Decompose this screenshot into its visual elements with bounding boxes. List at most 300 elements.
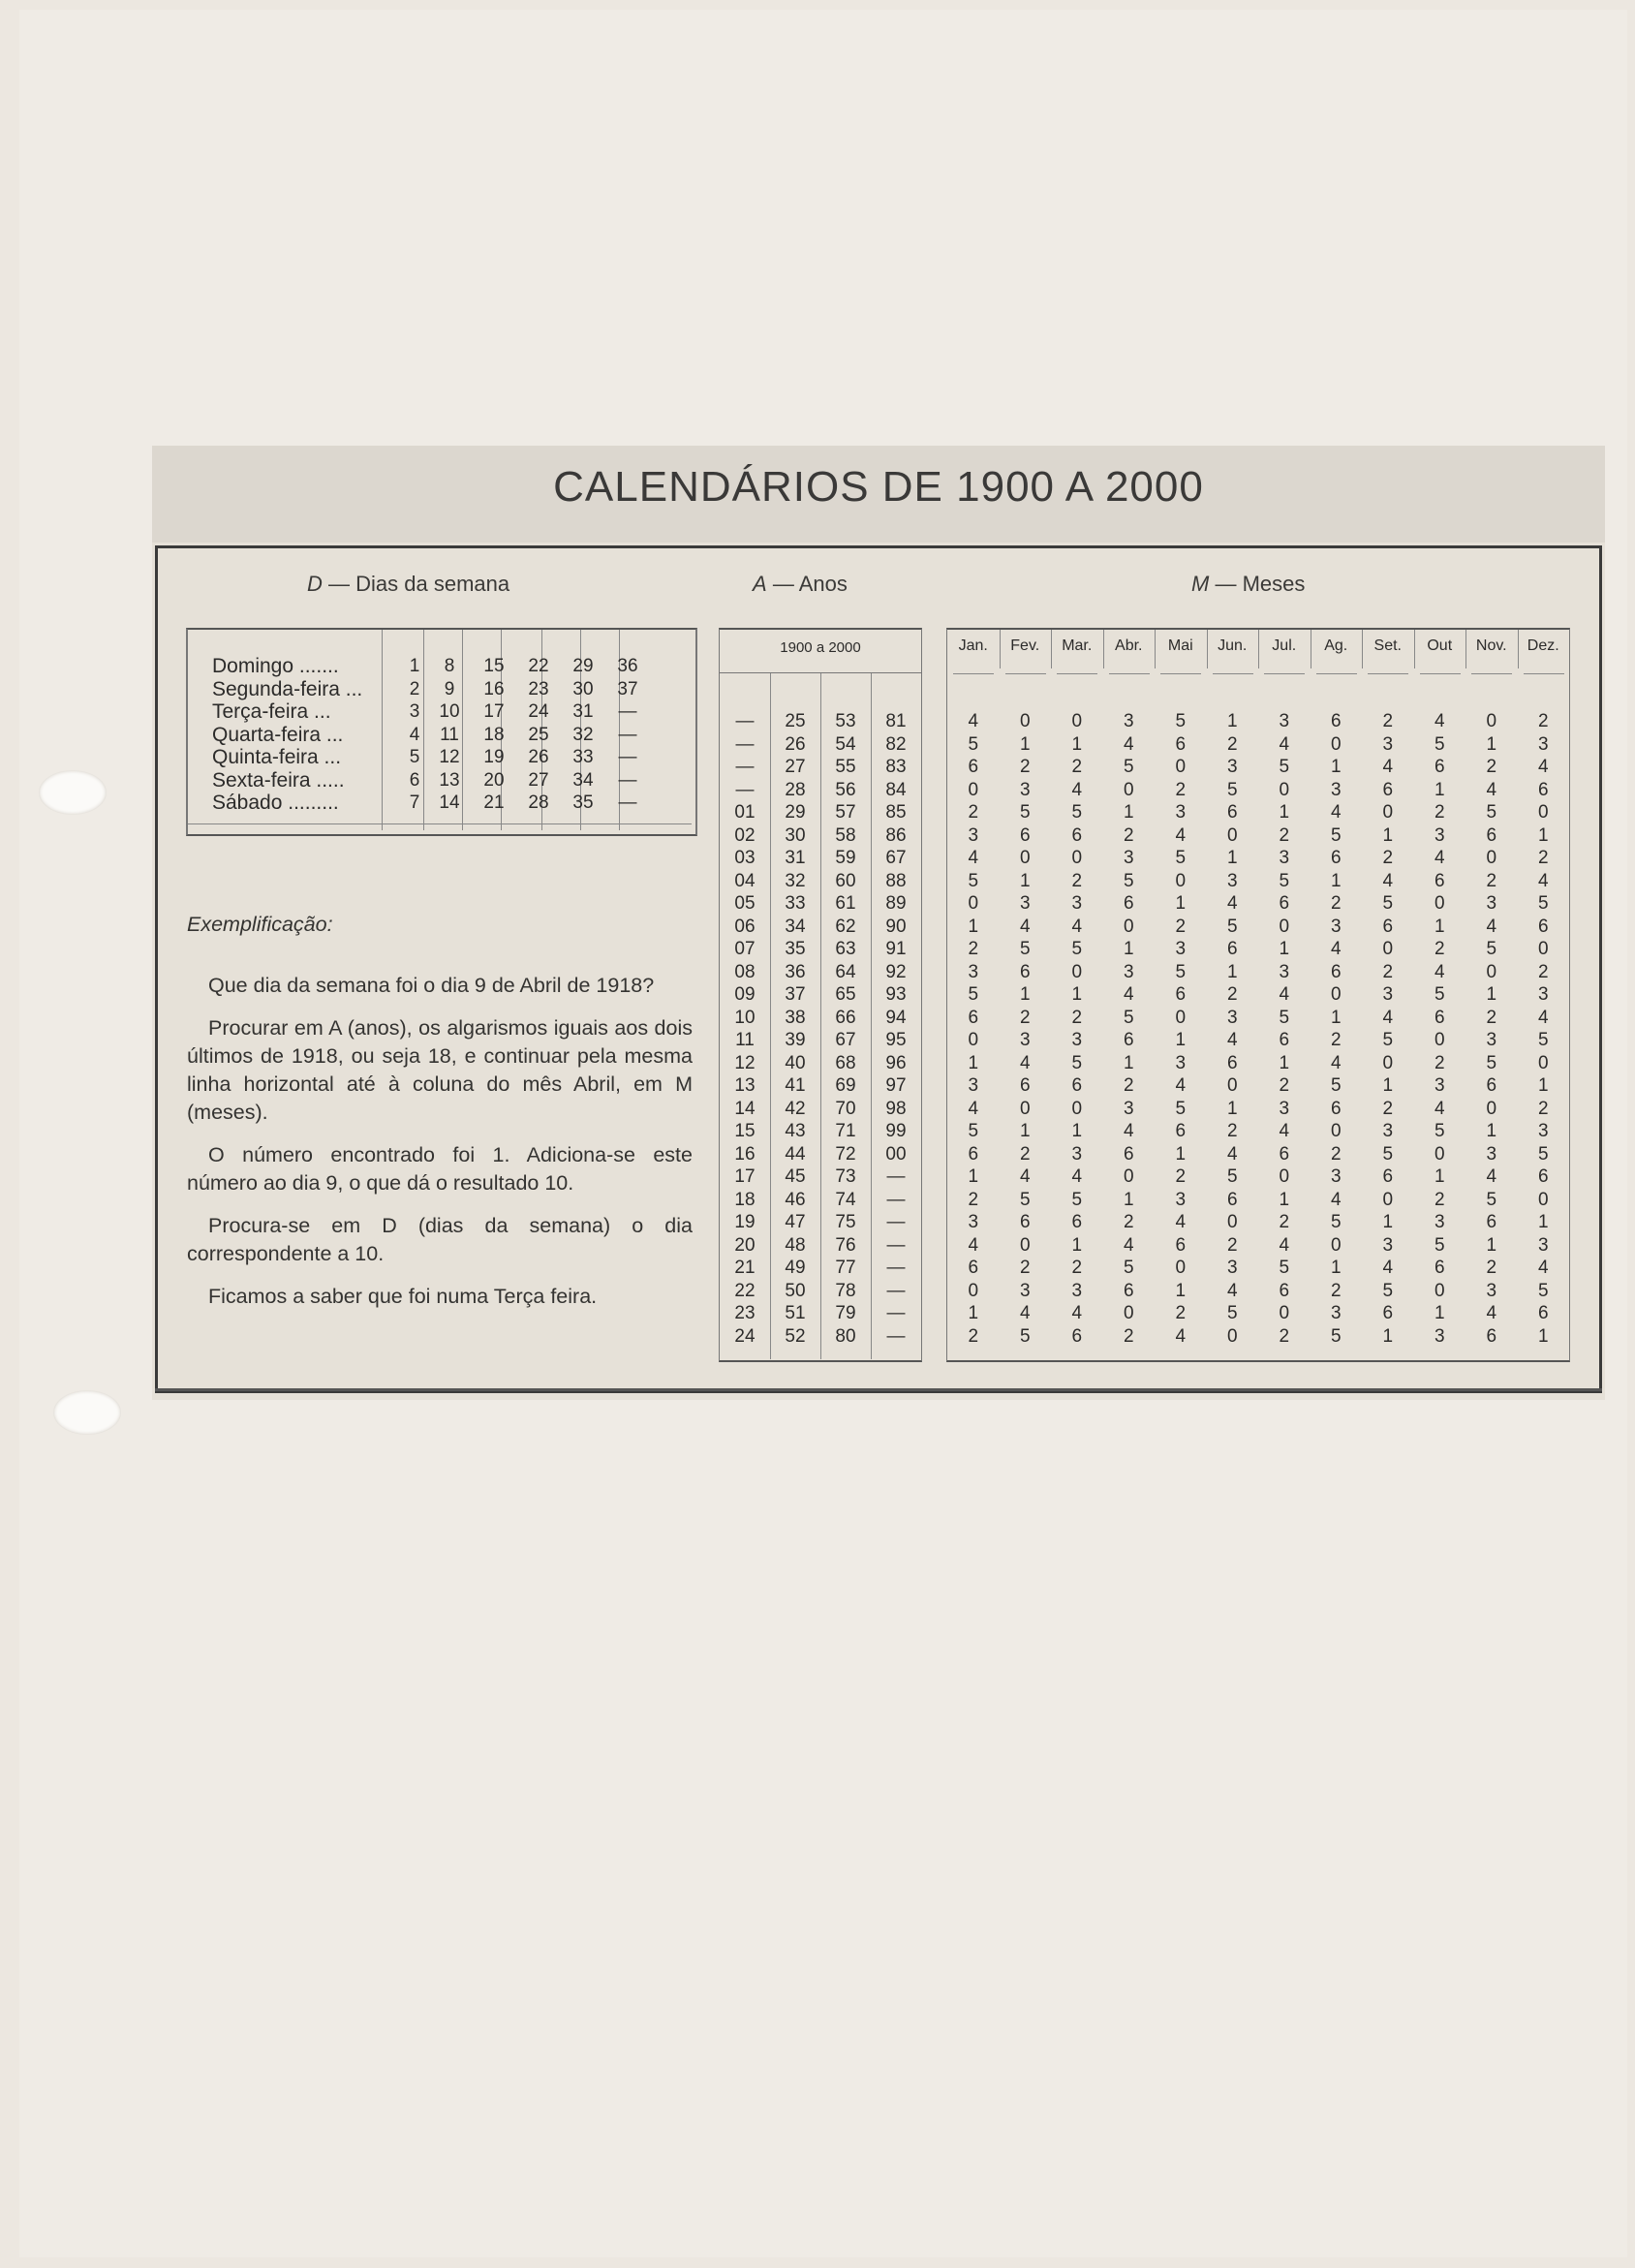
- month-offset: 2: [1175, 779, 1187, 800]
- year-value: —: [735, 711, 755, 731]
- month-offset-column: [1155, 710, 1207, 1348]
- month-offset: 6: [1175, 1121, 1187, 1141]
- year-value: —: [886, 1189, 906, 1210]
- year-value: 65: [835, 984, 856, 1005]
- year-value: 98: [885, 1098, 907, 1119]
- year-value: 06: [734, 916, 756, 937]
- year-value: 82: [885, 733, 907, 755]
- month-offset: 0: [968, 1280, 979, 1301]
- day-number: 27: [528, 769, 549, 791]
- month-offset: 2: [968, 1189, 979, 1210]
- month-offset: 0: [1486, 1098, 1497, 1119]
- table-column-rule: [1103, 630, 1104, 668]
- month-offset: 5: [1330, 824, 1342, 846]
- year-value: 73: [835, 1166, 856, 1187]
- month-offset: 0: [1486, 848, 1497, 868]
- month-offset: 4: [1071, 916, 1083, 937]
- month-offset: 4: [1537, 870, 1549, 891]
- month-header-rule: [953, 673, 994, 674]
- year-value: —: [735, 779, 755, 800]
- month-offset: 6: [1434, 1258, 1445, 1278]
- month-offset: 6: [1537, 1166, 1549, 1187]
- month-offset: 2: [1279, 1212, 1290, 1232]
- day-number: 18: [483, 724, 505, 745]
- day-number: 13: [439, 769, 460, 791]
- month-offset: 5: [1279, 757, 1290, 777]
- month-offset: 5: [1486, 939, 1497, 959]
- year-value: 26: [785, 733, 806, 755]
- year-value: 12: [734, 1052, 756, 1073]
- month-offset: 3: [1123, 848, 1134, 868]
- month-offset: 3: [1019, 779, 1031, 800]
- month-offset: 6: [1175, 984, 1187, 1005]
- month-offset: 3: [1382, 1121, 1394, 1141]
- month-offset: 2: [1537, 711, 1549, 731]
- month-offset: 1: [1434, 1166, 1445, 1187]
- month-offset: 6: [1279, 1280, 1290, 1301]
- month-offset: 5: [1382, 1030, 1394, 1050]
- month-offset: 2: [1486, 1258, 1497, 1278]
- months-header: M — Meses: [1191, 572, 1306, 596]
- day-name: Quinta-feira ...: [212, 746, 342, 768]
- month-offset: 3: [1123, 1098, 1134, 1119]
- day-number: 26: [528, 747, 549, 767]
- year-value: 22: [734, 1280, 756, 1301]
- example-step-3: Procura-se em D (dias da semana) o dia correspondente a 10.: [187, 1214, 693, 1265]
- month-offset: 6: [1123, 1030, 1134, 1050]
- month-offset: 0: [1382, 802, 1394, 823]
- year-value: 40: [785, 1052, 806, 1073]
- month-offset-column: [1311, 710, 1363, 1348]
- year-value: 32: [785, 870, 806, 891]
- month-offset: 0: [1486, 961, 1497, 982]
- month-offset: 6: [1537, 916, 1549, 937]
- day-number: 8: [444, 656, 455, 676]
- month-header: Nov.: [1475, 637, 1507, 654]
- month-offset: 3: [968, 1212, 979, 1232]
- day-number-column: [425, 655, 474, 815]
- month-offset: 4: [1071, 1166, 1083, 1187]
- month-offset: 1: [1537, 824, 1549, 846]
- month-offset: 3: [1486, 1280, 1497, 1301]
- day-names-column: [212, 655, 382, 815]
- month-offset: 4: [1019, 1303, 1031, 1323]
- month-offset: 2: [1019, 757, 1031, 777]
- day-name: Sábado .........: [212, 792, 339, 814]
- month-offset: 0: [1071, 848, 1083, 868]
- table-column-rule: [1362, 630, 1363, 668]
- month-offset: 1: [1226, 961, 1238, 982]
- month-offset: 3: [1330, 916, 1342, 937]
- month-offset: 1: [1175, 893, 1187, 914]
- month-offset: 1: [1019, 984, 1031, 1005]
- month-offset: 5: [1175, 1098, 1187, 1119]
- years-table: [719, 628, 922, 1362]
- month-offset: 5: [1537, 1143, 1549, 1165]
- month-offset: 2: [968, 802, 979, 823]
- day-number: 7: [409, 792, 420, 813]
- month-offset: 2: [1330, 1030, 1342, 1050]
- month-header: Abr.: [1115, 637, 1143, 654]
- day-number: 19: [483, 747, 505, 767]
- month-offset: 6: [968, 1007, 979, 1028]
- month-offset: 5: [1226, 1303, 1238, 1323]
- month-offset: 4: [1330, 1052, 1342, 1073]
- month-offset: 2: [1123, 824, 1134, 846]
- month-offset: 1: [1019, 1121, 1031, 1141]
- year-value: 60: [835, 870, 856, 891]
- year-value: 58: [835, 824, 856, 846]
- month-offset: 1: [1382, 824, 1394, 846]
- day-number: 32: [572, 724, 594, 745]
- year-value: 10: [734, 1007, 756, 1028]
- year-value: 02: [734, 824, 756, 846]
- month-offset: 2: [1123, 1212, 1134, 1232]
- month-offset: 2: [1175, 916, 1187, 937]
- month-offset: 6: [1226, 1052, 1238, 1073]
- month-offset: 1: [1226, 1098, 1238, 1119]
- day-number-column: [559, 655, 607, 815]
- month-offset: 6: [1330, 848, 1342, 868]
- year-column: [820, 710, 871, 1348]
- day-number: 22: [528, 656, 549, 676]
- day-name: Terça-feira ...: [212, 700, 331, 723]
- month-offset: 1: [1226, 711, 1238, 731]
- year-value: 14: [734, 1098, 756, 1119]
- month-offset: 5: [1537, 1030, 1549, 1050]
- month-offset: 4: [1537, 1007, 1549, 1028]
- years-table-header: 1900 a 2000: [780, 639, 861, 656]
- day-number: 5: [409, 747, 420, 767]
- year-column: [720, 710, 770, 1348]
- day-number: 24: [528, 701, 549, 722]
- year-value: —: [886, 1234, 906, 1256]
- day-number: 6: [409, 769, 420, 791]
- month-offset: 3: [1175, 802, 1187, 823]
- month-offset: 4: [1279, 1234, 1290, 1256]
- table-column-rule: [1000, 630, 1001, 668]
- month-offset: 2: [1382, 1098, 1394, 1119]
- day-number: 1: [409, 656, 420, 676]
- month-offset: 0: [1226, 1075, 1238, 1096]
- day-number: —: [618, 724, 637, 745]
- month-offset: 5: [1071, 1189, 1083, 1210]
- year-value: 85: [885, 802, 907, 823]
- day-number: 20: [483, 769, 505, 791]
- day-number-column: [470, 655, 518, 815]
- month-offset: 3: [968, 961, 979, 982]
- month-offset: 4: [1071, 779, 1083, 800]
- year-value: 77: [835, 1258, 856, 1278]
- month-offset: 0: [1226, 824, 1238, 846]
- month-offset: 5: [1123, 757, 1134, 777]
- example-title: Exemplificação:: [187, 913, 333, 936]
- month-offset: 1: [1071, 733, 1083, 755]
- year-value: 31: [785, 848, 806, 868]
- month-offset: 5: [968, 984, 979, 1005]
- month-offset: 5: [1175, 848, 1187, 868]
- month-offset: 4: [1175, 1325, 1187, 1347]
- month-offset: 1: [1330, 757, 1342, 777]
- day-number: 31: [572, 701, 594, 722]
- year-value: 76: [835, 1234, 856, 1256]
- month-offset: 4: [1019, 1052, 1031, 1073]
- month-offset: 5: [1330, 1325, 1342, 1347]
- month-offset: 6: [1123, 893, 1134, 914]
- month-offset: 2: [1279, 1325, 1290, 1347]
- month-offset: 4: [1123, 1234, 1134, 1256]
- month-offset: 5: [1019, 1189, 1031, 1210]
- month-offset: 3: [1537, 1234, 1549, 1256]
- month-offset: 2: [1537, 848, 1549, 868]
- month-header: Fev.: [1010, 637, 1040, 654]
- month-offset: 4: [1279, 733, 1290, 755]
- month-header-rule: [1005, 673, 1046, 674]
- table-row-rule: [188, 823, 692, 824]
- year-value: 43: [785, 1121, 806, 1141]
- month-offset: 1: [1434, 1303, 1445, 1323]
- month-offset: 1: [1175, 1280, 1187, 1301]
- month-offset: 2: [1019, 1143, 1031, 1165]
- month-offset: 2: [1434, 939, 1445, 959]
- day-number: 36: [617, 656, 638, 676]
- month-offset: 3: [1019, 1280, 1031, 1301]
- month-offset: 4: [1330, 939, 1342, 959]
- month-offset: 2: [1175, 1166, 1187, 1187]
- page-title: CALENDÁRIOS DE 1900 A 2000: [553, 463, 1204, 511]
- year-value: 49: [785, 1258, 806, 1278]
- month-offset: 1: [1175, 1030, 1187, 1050]
- month-offset: 0: [1019, 848, 1031, 868]
- month-offset: 4: [1226, 1280, 1238, 1301]
- month-offset: 3: [1434, 824, 1445, 846]
- year-value: 27: [785, 757, 806, 777]
- month-offset: 5: [1226, 1166, 1238, 1187]
- year-column: [871, 710, 921, 1348]
- month-offset: 5: [1226, 779, 1238, 800]
- month-offset: 2: [1434, 1052, 1445, 1073]
- month-offset: 2: [1537, 1098, 1549, 1119]
- month-offset: 2: [1486, 870, 1497, 891]
- month-header: Ag.: [1324, 637, 1348, 654]
- year-value: 15: [734, 1121, 756, 1141]
- month-offset: 5: [1071, 1052, 1083, 1073]
- month-offset: 1: [1382, 1075, 1394, 1096]
- month-offset: 0: [1279, 779, 1290, 800]
- month-offset: 5: [1434, 1234, 1445, 1256]
- month-offset: 4: [968, 1234, 979, 1256]
- month-offset: 4: [1279, 1121, 1290, 1141]
- month-offset: 1: [1486, 1234, 1497, 1256]
- month-offset: 0: [1382, 1189, 1394, 1210]
- year-value: 72: [835, 1143, 856, 1165]
- month-offset: 6: [1382, 1303, 1394, 1323]
- month-offset: 5: [1537, 1280, 1549, 1301]
- month-offset: 2: [1382, 711, 1394, 731]
- month-offset: 0: [1486, 711, 1497, 731]
- month-offset: 4: [1123, 733, 1134, 755]
- year-value: 07: [734, 939, 756, 959]
- year-value: 64: [835, 961, 856, 982]
- day-number: 28: [528, 792, 549, 813]
- month-offset: 4: [968, 848, 979, 868]
- month-offset: 0: [1123, 1303, 1134, 1323]
- month-offset: 1: [1537, 1212, 1549, 1232]
- month-offset: 0: [1330, 733, 1342, 755]
- year-value: 75: [835, 1212, 856, 1232]
- year-value: 56: [835, 779, 856, 800]
- year-value: 37: [785, 984, 806, 1005]
- month-offset: 3: [1486, 893, 1497, 914]
- day-number: 2: [409, 678, 420, 699]
- month-offset: 3: [1434, 1212, 1445, 1232]
- month-offset: 6: [1279, 893, 1290, 914]
- month-offset: 1: [1486, 984, 1497, 1005]
- month-offset: 5: [1486, 802, 1497, 823]
- year-value: 36: [785, 961, 806, 982]
- day-number: 16: [483, 678, 505, 699]
- year-value: 71: [835, 1121, 856, 1141]
- month-offset: 2: [1486, 1007, 1497, 1028]
- month-offset: 0: [1330, 984, 1342, 1005]
- table-column-rule: [382, 630, 383, 830]
- year-value: 50: [785, 1280, 806, 1301]
- month-offset: 1: [1123, 1189, 1134, 1210]
- month-offset: 6: [1019, 961, 1031, 982]
- month-offset: 6: [1486, 1212, 1497, 1232]
- month-offset-column: [1362, 710, 1414, 1348]
- month-offset: 6: [1486, 1075, 1497, 1096]
- month-offset: 0: [968, 1030, 979, 1050]
- month-offset: 6: [1071, 824, 1083, 846]
- year-value: 93: [885, 984, 907, 1005]
- example-step-1: Procurar em A (anos), os algarismos iguais aos dois últimos de 1918, ou seja 18, e continuar pela mesma linha horizontal até à coluna do mês Abril, em M (meses).: [187, 1016, 693, 1124]
- month-offset: 3: [1071, 893, 1083, 914]
- newspaper-clipping: [152, 446, 1605, 1400]
- months-table: [946, 628, 1570, 1362]
- month-offset: 5: [1175, 961, 1187, 982]
- month-offset: 6: [1434, 757, 1445, 777]
- month-header: Dez.: [1527, 637, 1559, 654]
- month-offset: 2: [1071, 1258, 1083, 1278]
- year-value: 23: [734, 1303, 756, 1323]
- month-offset: 3: [1279, 848, 1290, 868]
- month-header-rule: [1524, 673, 1564, 674]
- year-value: 86: [885, 824, 907, 846]
- month-offset: 0: [1382, 939, 1394, 959]
- month-offset: 2: [1330, 1143, 1342, 1165]
- month-offset: 6: [1226, 802, 1238, 823]
- year-value: 48: [785, 1234, 806, 1256]
- month-offset: 2: [1537, 961, 1549, 982]
- month-offset: 1: [1071, 1234, 1083, 1256]
- month-offset: 3: [1279, 961, 1290, 982]
- month-offset: 2: [1123, 1325, 1134, 1347]
- year-value: 19: [734, 1212, 756, 1232]
- day-number: 10: [439, 701, 460, 722]
- month-offset: 6: [1486, 824, 1497, 846]
- month-offset: 1: [1123, 802, 1134, 823]
- year-value: 28: [785, 779, 806, 800]
- year-value: 83: [885, 757, 907, 777]
- month-offset: 0: [1019, 1098, 1031, 1119]
- month-offset: 4: [1226, 893, 1238, 914]
- month-offset: 5: [1019, 939, 1031, 959]
- year-value: 67: [885, 848, 907, 868]
- month-offset: 3: [1019, 1030, 1031, 1050]
- month-offset: 6: [1382, 1166, 1394, 1187]
- month-header: Set.: [1373, 637, 1402, 654]
- day-number: 33: [572, 747, 594, 767]
- month-offset: 4: [1486, 1303, 1497, 1323]
- month-offset: 0: [1123, 1166, 1134, 1187]
- month-offset: 1: [1330, 1258, 1342, 1278]
- day-number: 30: [572, 678, 594, 699]
- year-value: 57: [835, 802, 856, 823]
- month-offset: 5: [1486, 1189, 1497, 1210]
- year-value: 20: [734, 1234, 756, 1256]
- month-offset: 5: [1279, 1007, 1290, 1028]
- month-offset: 0: [1434, 893, 1445, 914]
- days-header: D — Dias da semana: [307, 572, 510, 596]
- example-conclusion: Ficamos a saber que foi numa Terça feira.: [208, 1285, 598, 1308]
- month-offset: 0: [1019, 711, 1031, 731]
- month-offset: 1: [1279, 1189, 1290, 1210]
- month-offset: 5: [1123, 1258, 1134, 1278]
- year-value: 62: [835, 916, 856, 937]
- month-offset: 6: [1071, 1212, 1083, 1232]
- month-offset: 4: [1434, 1098, 1445, 1119]
- month-offset: 3: [1330, 1303, 1342, 1323]
- month-offset: 2: [1226, 1234, 1238, 1256]
- year-value: 29: [785, 802, 806, 823]
- month-offset: 4: [1486, 1166, 1497, 1187]
- year-value: 11: [735, 1030, 755, 1050]
- month-offset: 0: [1279, 1303, 1290, 1323]
- month-offset: 1: [968, 1166, 979, 1187]
- month-offset: 3: [968, 1075, 979, 1096]
- month-offset: 1: [968, 1303, 979, 1323]
- month-offset: 6: [968, 757, 979, 777]
- year-value: 97: [885, 1075, 907, 1096]
- month-offset: 6: [1226, 939, 1238, 959]
- month-offset: 5: [968, 1121, 979, 1141]
- month-offset: 1: [1382, 1212, 1394, 1232]
- month-offset: 0: [1019, 1234, 1031, 1256]
- month-offset: 6: [1382, 916, 1394, 937]
- month-offset: 5: [1279, 1258, 1290, 1278]
- year-value: 55: [835, 757, 856, 777]
- month-offset: 2: [1330, 1280, 1342, 1301]
- year-value: 52: [785, 1325, 806, 1347]
- month-offset-column: [1258, 710, 1311, 1348]
- month-offset: 3: [1434, 1325, 1445, 1347]
- month-offset-column: [1414, 710, 1466, 1348]
- month-offset: 3: [1071, 1280, 1083, 1301]
- year-value: 21: [734, 1258, 756, 1278]
- month-offset: 6: [1382, 779, 1394, 800]
- month-offset: 6: [1019, 824, 1031, 846]
- year-value: 41: [785, 1075, 806, 1096]
- month-offset: 6: [1434, 1007, 1445, 1028]
- month-offset: 3: [1382, 733, 1394, 755]
- month-offset: 4: [1123, 984, 1134, 1005]
- month-offset: 5: [1019, 802, 1031, 823]
- month-header-rule: [1264, 673, 1305, 674]
- month-offset: 5: [1382, 893, 1394, 914]
- month-offset: 5: [1382, 1143, 1394, 1165]
- month-offset: 6: [1071, 1075, 1083, 1096]
